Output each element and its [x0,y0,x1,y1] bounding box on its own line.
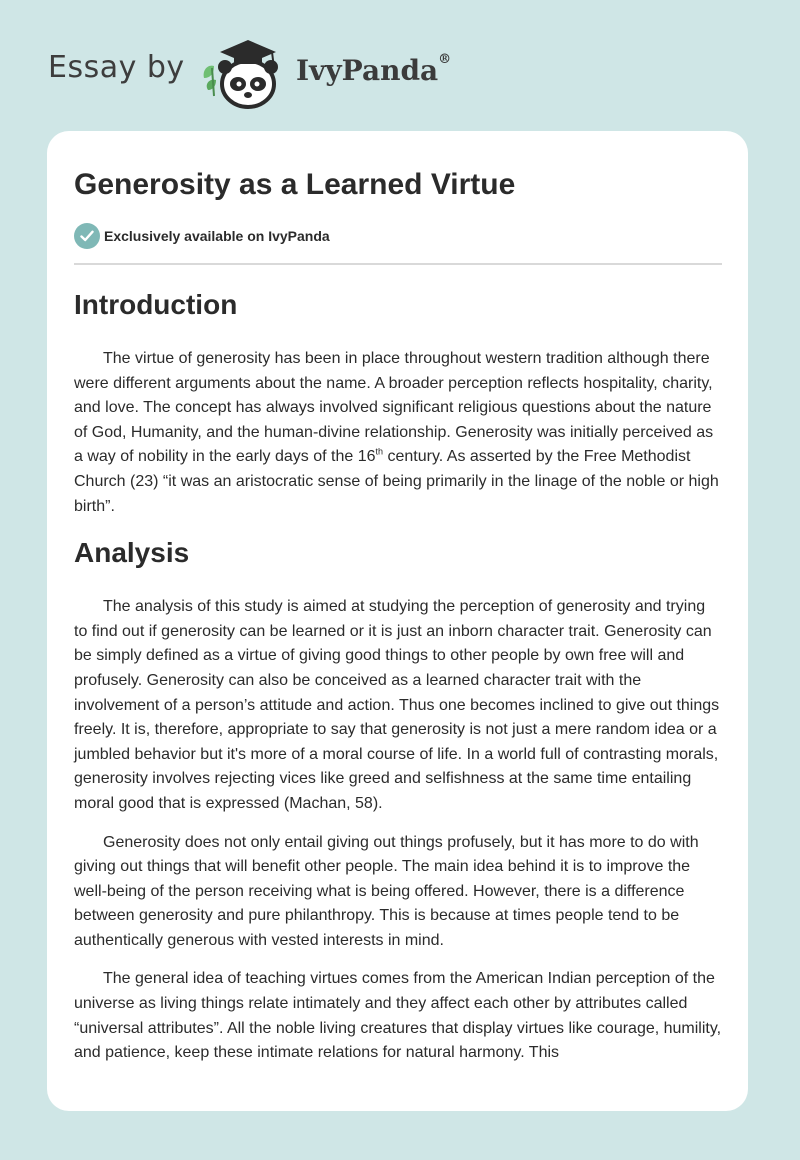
section-heading-analysis: Analysis [74,537,190,569]
divider [74,263,722,265]
exclusive-label: Exclusively available on IvyPanda [104,228,330,244]
check-icon [74,223,100,249]
brand-name[interactable] [296,54,451,87]
paragraph-text: The virtue of generosity has been in place throughout western tradition although there were different arguments about the name. A broader perception reflects hospitality, charity, and love. The concept has always involved significant religious questions about the nature of God, Humanity, and the human-divine relationship. Generosity was initially perceived as a way of nobility in the early days of the 16 [74,350,714,466]
essay-by-label: Essay by [48,50,185,85]
paragraph: Generosity does not only entail giving out things profusely, but it has more to do with giving out things that will benefit other people. The main idea behind it is to improve the well-being of the person receiving what is being offered. However, there is a difference between generosity and pure philanthropy. This is because at times people tend to be authentically generous with vested interests in mind. [74,833,699,949]
registered-mark: ® [438,52,452,67]
section-heading-introduction: Introduction [74,289,238,320]
paragraph-text-continued: century. As asserted by the Free Methodist Church (23) “it was an aristocratic sense of being primarily in the linage of the noble or high birth”. [74,448,719,515]
paragraph: The analysis of this study is aimed at studying the perception of generosity and trying to find out if generosity can be learned or it is just an inborn character trait. Generosity can be simply defined as a virtue of giving good things to other people by own free will and profusely. Generosity can also be conceived as a learned character trait with the involvement of a person’s attitude and action. Thus one becomes inclined to give out things freely. It is, therefore, appropriate to say that generosity is not just a mere random idea or a jumbled behavior but it's more of a moral course of life. In a world full of contrasting morals, generosity involves rejecting vices like greed and selfishness at the same time entailing moral good that is expressed (Machan, 58). [74,598,720,812]
panda-graduate-logo-icon[interactable] [200,34,290,110]
site-header [0,0,800,130]
paragraph [74,347,722,519]
paragraph: The general idea of teaching virtues comes from the American Indian perception of the universe as living things relate intimately and they affect each other by attributes called “universal attributes”. All the noble living creatures that display virtues like courage, humility, and patience, keep these intimate relations for natural harmony. This [74,970,722,1062]
brand-name-text: IvyPanda [296,54,439,87]
ordinal-suffix: th [375,447,384,458]
exclusive-badge [74,223,722,249]
page-title: Generosity as a Learned Virtue [74,168,516,201]
essay-card [47,131,748,1111]
